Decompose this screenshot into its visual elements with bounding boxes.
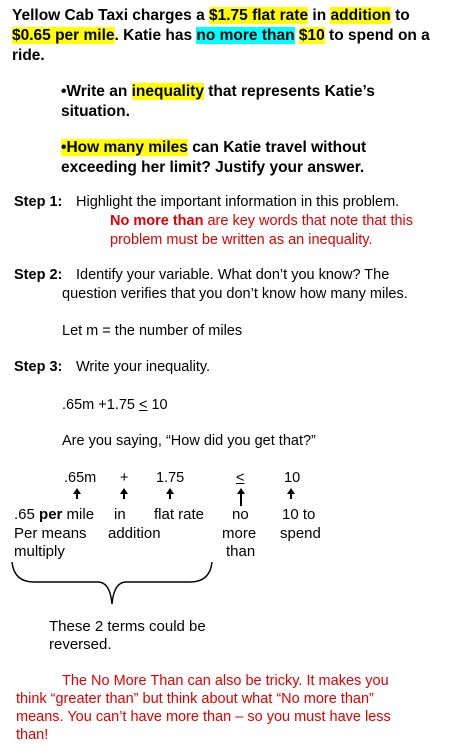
variable-definition: Let m = the number of miles: [62, 323, 243, 339]
closing-line-1: The No More Than can also be tricky. It makes you: [62, 673, 389, 689]
problem-line-2: [12, 26, 430, 46]
highlight-addition: addition: [330, 7, 391, 24]
less-equal-symbol: <: [138, 397, 148, 413]
desc-than: than: [226, 543, 256, 560]
closing-line-4: than!: [16, 727, 49, 743]
desc-in: in: [114, 506, 126, 523]
closing-line-2: think “greater than” but think about what “No more than”: [16, 691, 374, 707]
problem-text: to spend on a: [324, 27, 430, 44]
desc-per-mile: [14, 505, 94, 524]
step3-label: Step 3:: [14, 359, 63, 375]
step1-red-line-1: [110, 212, 413, 231]
desc-more: more: [222, 525, 257, 542]
step1-label: Step 1:: [14, 194, 63, 210]
bullet-text: that represents Katie’s: [203, 83, 375, 100]
desc-10-to: 10 to: [282, 506, 316, 523]
desc-per-means: Per means: [14, 525, 87, 542]
step1-red-line-2: problem must be written as an inequality.: [110, 232, 373, 248]
step3-text: Write your inequality.: [76, 359, 211, 375]
step1-text: Highlight the important information in this problem.: [76, 194, 400, 210]
closing-line-3: means. You can’t have more than – so you must have less: [16, 709, 391, 725]
desc-no: no: [232, 506, 249, 523]
step2-label: Step 2:: [14, 267, 63, 283]
desc-addition: addition: [108, 525, 161, 542]
inequality-part: 10: [147, 397, 168, 413]
term-10: 10: [284, 470, 301, 486]
problem-text: in: [308, 7, 331, 24]
highlight-flat-rate: $1.75 flat rate: [209, 7, 309, 24]
term-less-equal: <: [236, 470, 245, 486]
term-plus: +: [120, 470, 129, 486]
step2-line-1: Identify your variable. What don’t you know? The: [76, 267, 390, 283]
desc-text: .65: [14, 506, 40, 523]
term-065m: .65m: [64, 470, 97, 486]
brace-note-line-1: These 2 terms could be: [49, 618, 206, 635]
inequality-part: .65m +1.75: [62, 397, 139, 413]
problem-line-3: ride.: [12, 47, 45, 64]
bullet-inequality-line-2: situation.: [61, 103, 130, 120]
bullet-text: •Write an: [61, 83, 132, 100]
highlight-how-many-miles: How many miles: [66, 139, 188, 156]
step2-line-2: question verifies that you don’t know how many miles.: [62, 286, 408, 302]
problem-text: to: [390, 7, 410, 24]
curly-brace-icon: [8, 560, 216, 608]
problem-text: Yellow Cab Taxi charges a: [12, 7, 209, 24]
highlight-ten-dollars: $10: [298, 27, 325, 44]
no-more-than-bold: No more than: [110, 213, 204, 229]
per-bold: per: [39, 506, 63, 523]
desc-text: mile: [62, 506, 95, 523]
problem-line-1: [12, 6, 410, 26]
bullet-how-many-miles-line-2: exceeding her limit? Justify your answer.: [61, 159, 365, 176]
term-175: 1.75: [156, 470, 185, 486]
step1-red-text: are key words that note that this: [203, 213, 414, 229]
desc-multiply: multiply: [14, 543, 65, 560]
question-how: Are you saying, “How did you get that?”: [62, 433, 316, 449]
inequality-expression: [62, 396, 168, 415]
highlight-per-mile: $0.65 per mile: [12, 27, 115, 44]
desc-flat-rate: flat rate: [154, 506, 205, 523]
bullet-inequality: [61, 82, 375, 102]
desc-spend: spend: [280, 525, 321, 542]
highlight-inequality: inequality: [131, 83, 204, 100]
bullet-mark: •: [61, 139, 67, 156]
bullet-how-many-miles: [61, 138, 366, 158]
highlight-no-more-than: no more than: [196, 27, 295, 44]
bullet-text: can Katie travel without: [187, 139, 367, 156]
brace-note-line-2: reversed.: [49, 636, 112, 653]
problem-text: . Katie has: [114, 27, 197, 44]
